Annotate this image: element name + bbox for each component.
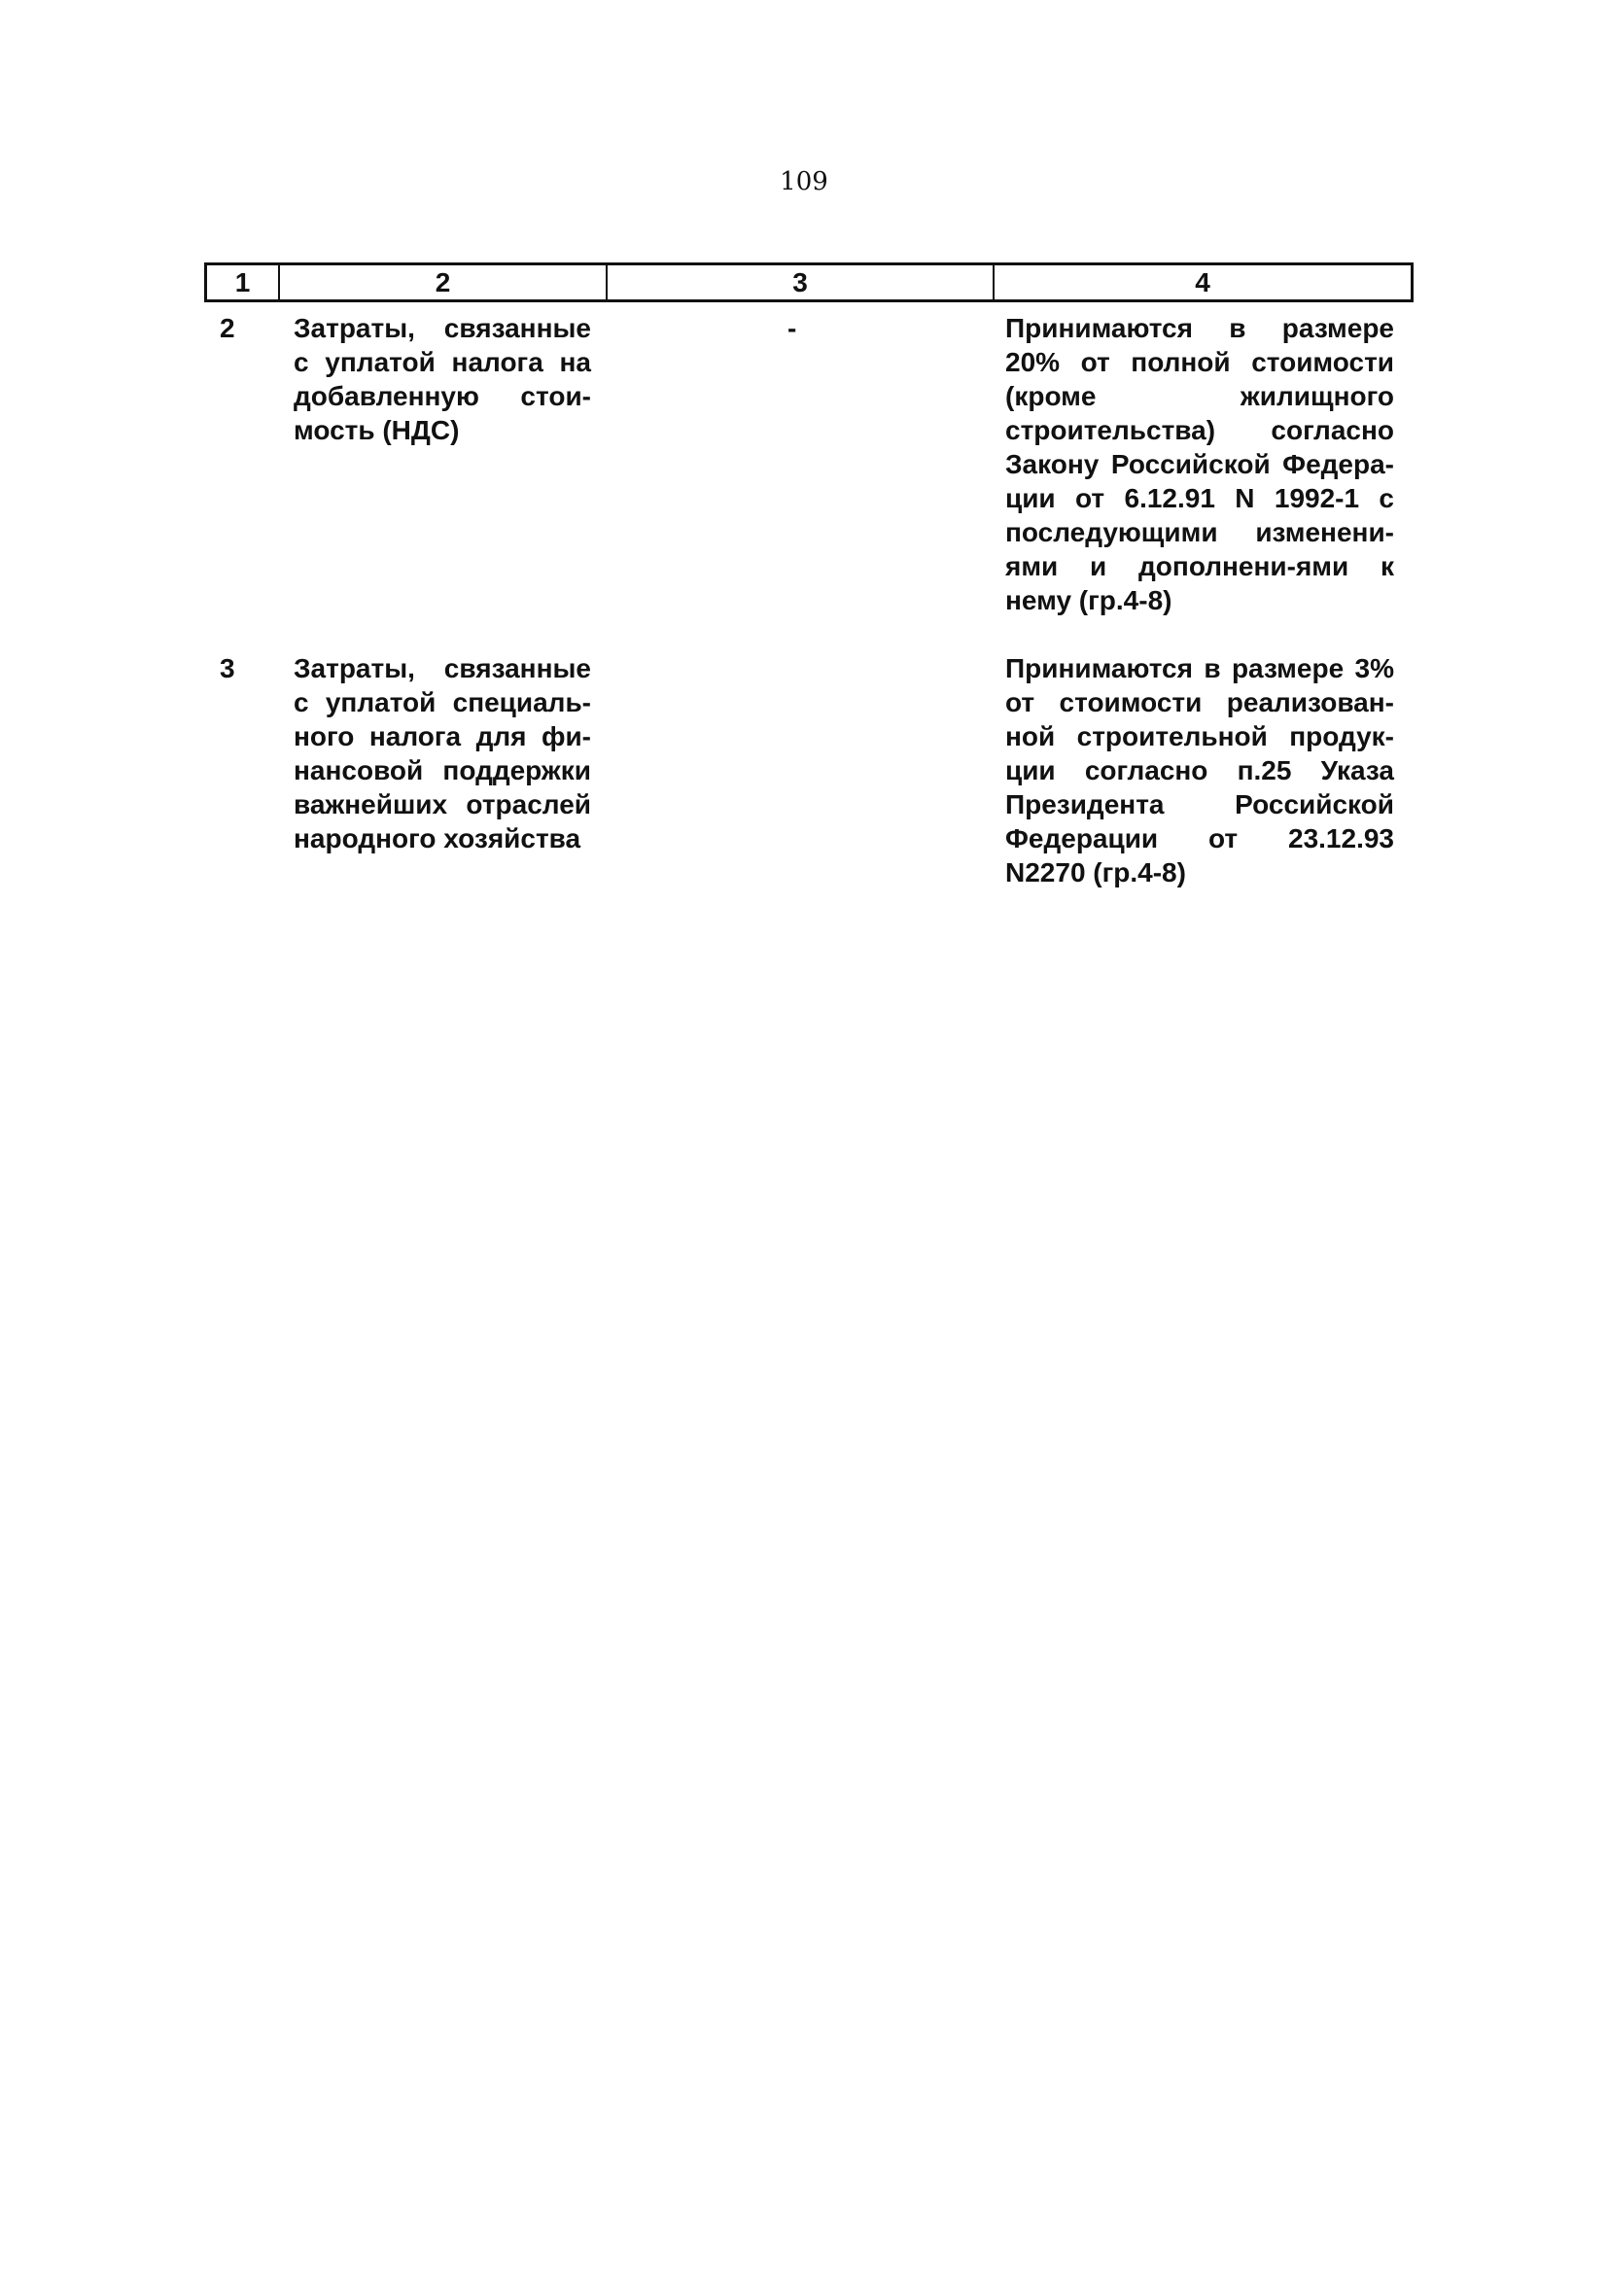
row-col3-value: -	[787, 313, 797, 343]
header-col-4: 4	[993, 265, 1411, 299]
table-row	[204, 651, 1414, 904]
row-description: Затраты, связанные с уплатой специаль-ного налога для фи-нансовой поддержки важнейших отраслей народного хозяйства	[294, 653, 591, 853]
header-col-1: 1	[234, 267, 251, 297]
header-col-2: 2	[278, 265, 606, 299]
row-number: 2	[220, 313, 235, 343]
table-row	[204, 311, 1414, 651]
row-col4-note: Принимаются в размере 20% от полной стоимости (кроме жилищного строительства) согласно Закону Российской Федера-ции от 6.12.91 N 1992-1 с последующими изменени-ями и дополнени-ями к нему (гр.4-8)	[1005, 313, 1394, 615]
row-number: 3	[220, 653, 235, 683]
table-header-row	[204, 262, 1414, 302]
row-col4-note: Принимаются в размере 3% от стоимости реализован-ной строительной продук-ции согласно п.25 Указа Президента Российской Федерации от 23.12.93 N2270 (гр.4-8)	[1005, 653, 1394, 887]
page-number: 109	[780, 167, 828, 196]
row-description: Затраты, связанные с уплатой налога на добавленную стои-мость (НДС)	[294, 313, 591, 445]
cost-table	[204, 262, 1414, 904]
header-col-3: 3	[606, 265, 993, 299]
